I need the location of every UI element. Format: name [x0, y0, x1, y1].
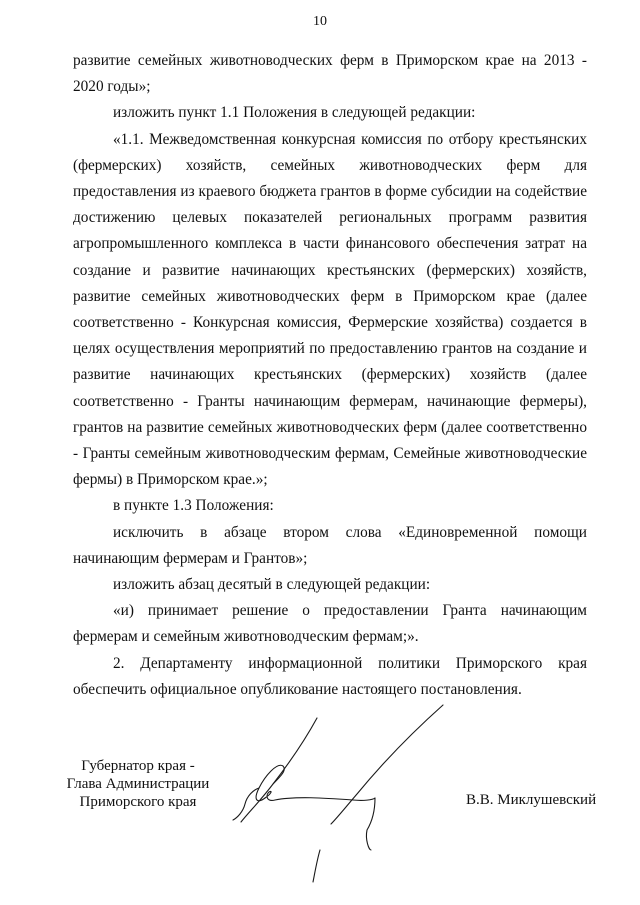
paragraph-tenth-text: «и) принимает решение о предоставлении Гранта начинающим фермерам и семейным животноводческим фермам;». — [73, 602, 587, 646]
paragraph-program-title-end: развитие семейных животноводческих ферм в Приморском крае на 2013 - 2020 годы»; — [73, 52, 587, 96]
document-body — [73, 48, 587, 703]
signer-title-line-3: Приморского края — [79, 794, 197, 810]
signer-name: В.В. Миклушевский — [466, 792, 597, 808]
paragraph-amend-clause-1-1: изложить пункт 1.1 Положения в следующей редакции: — [113, 104, 476, 122]
paragraph-publication-order: 2. Департаменту информационной политики Приморского края обеспечить официальное опубликование настоящего постановления. — [73, 654, 587, 698]
signature-block — [0, 700, 640, 905]
signer-title — [58, 757, 218, 811]
paragraph-clause-1-1-text: «1.1. Межведомственная конкурсная комиссия по отбору крестьянских (фермерских) хозяйств, семейных животноводческих ферм для предоставления из краевого бюджета грантов в форме субсидии на содействие достижению целевых показателей региональных программ развития агропромышленного комплекса в части финансового обеспечения затрат на создание и развитие начинающих крестьянских (фермерских) хозяйств, развитие семейных животноводческих ферм в Приморском крае (далее соответственно - Конкурсная комиссия, Фермерские хозяйства) создается в целях осуществления мероприятий по предоставлению грантов на создание и развитие начинающих крестьянских (фермерских) хозяйств (далее соответственно - Гранты начинающим фермерам, начинающие фермеры), грантов на развитие семейных животноводческих ферм (далее соответственно - Гранты семейным животноводческим фермам, Семейные животноводческие фермы) в Приморском крае.»; — [73, 130, 587, 489]
paragraph-clause-1-3: в пункте 1.3 Положения: — [113, 497, 274, 515]
signer-title-line-2: Глава Администрации — [66, 776, 210, 792]
signer-title-line-1: Губернатор края - — [81, 758, 195, 774]
paragraph-exclude-words: исключить в абзаце втором слова «Единовременной помощи начинающим фермерам и Грантов»; — [73, 523, 587, 567]
handwritten-signature-icon — [225, 700, 455, 905]
page-number: 10 — [313, 14, 327, 29]
paragraph-amend-tenth: изложить абзац десятый в следующей редакции: — [113, 576, 431, 594]
